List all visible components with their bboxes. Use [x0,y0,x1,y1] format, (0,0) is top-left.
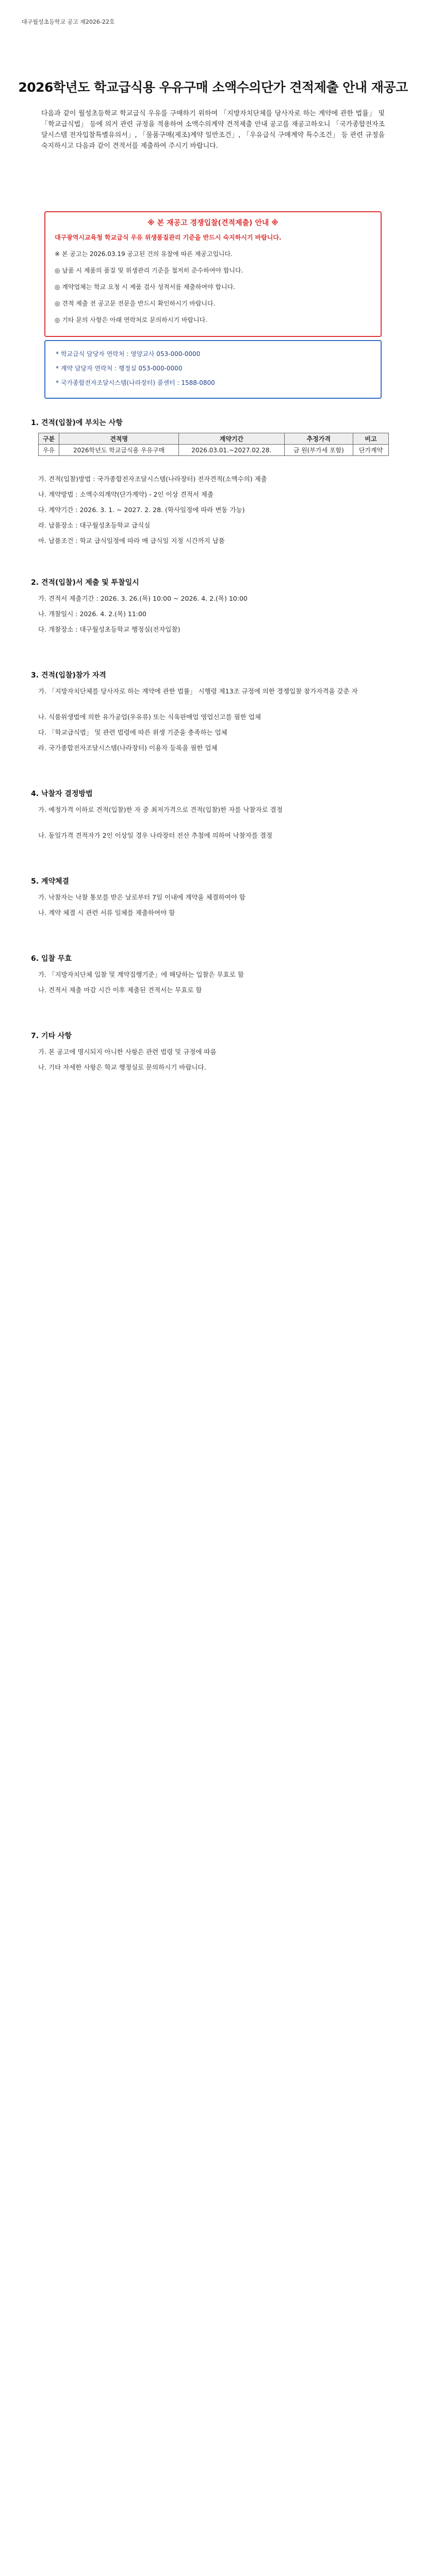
contact-line: * 계약 담당자 연락처 : 행정실 053-000-0000 [56,365,183,372]
table-header: 추정가격 [284,433,353,445]
table-row [39,445,389,456]
section-heading: 6. 입찰 무효 [31,955,72,963]
table-cell: 단가계약 [353,445,389,456]
body-paragraph: 가. 견적서 제출기간 : 2026. 3. 26.(목) 10:00 ~ 2026. 4. 2.(목) 10:00 [38,595,248,602]
notice-box [44,211,382,337]
document-title: 2026학년도 학교급식용 우유구매 소액수의단가 견적제출 안내 재공고 [18,80,408,95]
body-paragraph: 가. 「지방자치단체 입찰 및 계약집행기준」에 해당하는 입찰은 무효로 함 [38,971,244,978]
table-cell: 2026.03.01.~2027.02.28. [179,445,284,456]
body-paragraph: 가. 본 공고에 명시되지 아니한 사항은 관련 법령 및 규정에 따름 [38,1048,217,1056]
section-heading: 2. 견적(입찰)서 제출 및 투찰일시 [31,579,139,587]
notice-line: 대구광역시교육청 학교급식 우유 위생품질관리 기준을 반드시 숙지하시기 바랍니다. [55,234,282,241]
body-paragraph: 라. 납품장소 : 대구월성초등학교 급식실 [38,521,151,529]
body-paragraph: 마. 납품조건 : 학교 급식일정에 따라 매 급식일 지정 시간까지 납품 [38,537,225,545]
section-heading: 3. 견적(입찰)참가 자격 [31,671,106,680]
table-header: 구분 [39,433,59,445]
body-paragraph: 나. 동일가격 견적자가 2인 이상일 경우 나라장터 전산 추첨에 의하여 낙찰자를 결정 [38,832,273,839]
body-paragraph: 다. 계약기간 : 2026. 3. 1. ~ 2027. 2. 28. (학사일정에 따라 변동 가능) [38,506,245,514]
contact-box [44,340,382,399]
table-cell: 우유 [39,445,59,456]
body-paragraph: 나. 기타 자세한 사항은 학교 행정실로 문의하시기 바랍니다. [38,1063,206,1071]
body-paragraph: 다. 「학교급식법」 및 관련 법령에 따른 위생 기준을 충족하는 업체 [38,728,227,736]
table-cell: 금 원(부가세 포함) [284,445,353,456]
body-paragraph: 나. 식품위생법에 의한 유가공업(우유류) 또는 식육판매업 영업신고를 필한 업체 [38,713,261,721]
table-cell: 2026학년도 학교급식용 우유구매 [59,445,179,456]
body-paragraph: 가. 예정가격 이하로 견적(입찰)한 자 중 최저가격으로 견적(입찰)한 자를 낙찰자로 결정 [38,806,283,814]
notice-line: ◎ 견적 제출 전 공고문 전문을 반드시 확인하시기 바랍니다. [55,300,216,307]
notice-line: ◎ 계약업체는 학교 요청 시 제품 검사 성적서를 제출하여야 합니다. [55,283,236,291]
header-note: 대구월성초등학교 공고 제2026-22호 [22,19,115,25]
section-heading: 1. 견적(입찰)에 부치는 사항 [31,419,123,427]
body-paragraph: 다. 개찰장소 : 대구월성초등학교 행정실(전자입찰) [38,625,181,633]
body-paragraph: 나. 견적서 제출 마감 시간 이후 제출된 견적서는 무효로 함 [38,986,202,994]
body-paragraph: 가. 「지방자치단체를 당사자로 하는 계약에 관한 법률」 시행령 제13조 규정에 의한 경쟁입찰 참가자격을 갖춘 자 [38,687,358,695]
notice-line: ◎ 납품 시 제품의 품질 및 위생관리 기준을 철저히 준수하여야 합니다. [55,267,243,274]
body-paragraph: 가. 견적(입찰)방법 : 국가종합전자조달시스템(나라장터) 전자견적(소액수의) 제출 [38,475,267,483]
body-paragraph: 나. 개찰일시 : 2026. 4. 2.(목) 11:00 [38,610,146,618]
table-header: 견적명 [59,433,179,445]
intro-paragraph: 다음과 같이 월성초등학교 학교급식 우유를 구매하기 위하여 「지방자치단체를 당사자로 하는 계약에 관한 법률」 및 「학교급식법」 등에 의거 관련 규정을 적용하여 소액수의계약 견적제출 안내 공고를 재공고하오니 「국가종합전자조달시스템 전자입찰특별유의서」, 「물품구매(제조)계약 일반조건」, 「우유급식 구매계약 특수조건」 등 관련 규정을 숙지하시고 다음과 같이 견적서를 제출하여 주시기 바랍니다. [41,110,385,150]
section-heading: 4. 낙찰자 결정방법 [31,790,93,798]
bid-item-table [38,433,389,456]
notice-line: ◎ 기타 문의 사항은 아래 연락처로 문의하시기 바랍니다. [55,316,208,324]
table-header: 계약기간 [179,433,284,445]
body-paragraph: 나. 계약방법 : 소액수의계약(단가계약) - 2인 이상 견적서 제출 [38,490,214,498]
body-paragraph: 라. 국가종합전자조달시스템(나라장터) 이용자 등록을 필한 업체 [38,744,218,752]
table-header-row [39,433,389,445]
section-heading: 5. 계약체결 [31,877,70,886]
body-paragraph: 나. 계약 체결 시 관련 서류 일체를 제출하여야 함 [38,909,175,917]
contact-line: * 학교급식 담당자 연락처 : 영양교사 053-000-0000 [56,350,201,358]
notice-title: ※ 본 재공고 경쟁입찰(견적제출) 안내 ※ [148,219,278,227]
table-header: 비고 [353,433,389,445]
section-heading: 7. 기타 사항 [31,1032,72,1040]
body-paragraph: 가. 낙찰자는 낙찰 통보를 받은 날로부터 7일 이내에 계약을 체결하여야 함 [38,893,245,901]
notice-line: ※ 본 공고는 2026.03.19 공고된 건의 유찰에 따른 재공고입니다. [55,250,233,258]
contact-line: * 국가종합전자조달시스템(나라장터) 콜센터 : 1588-0800 [56,379,215,386]
